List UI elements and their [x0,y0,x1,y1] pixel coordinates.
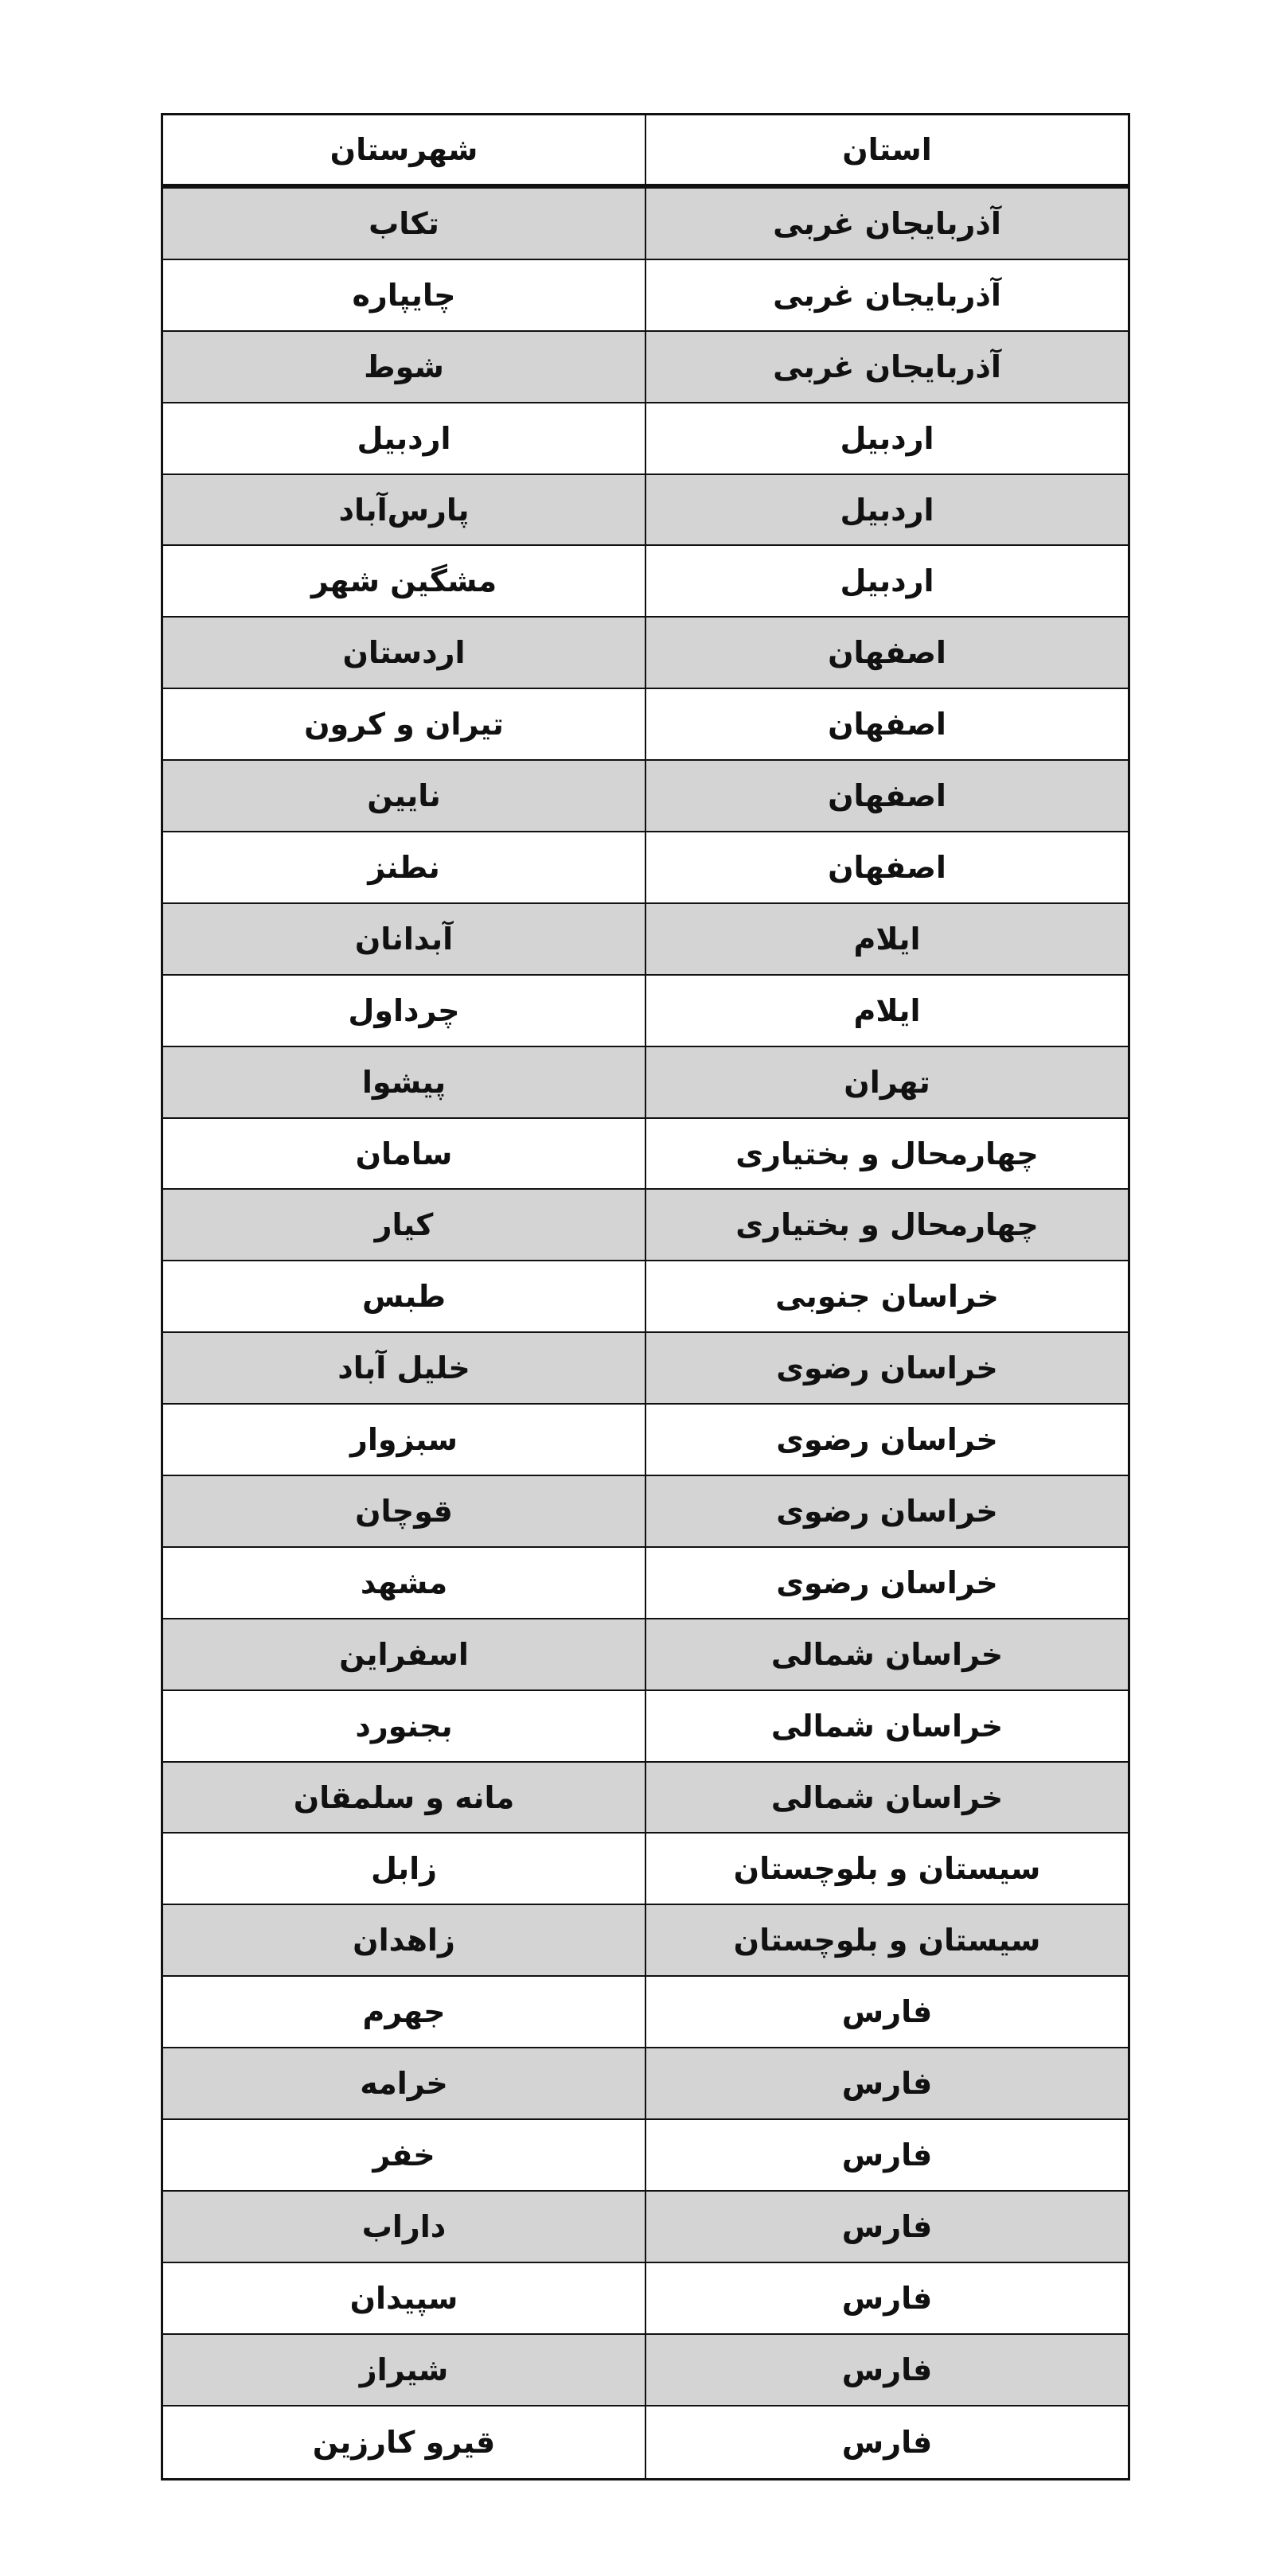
city-cell: قوچان [355,1493,453,1529]
province-cell: اصفهان [645,689,1128,759]
table-row [163,1405,1128,1476]
table-row [163,189,1128,260]
city-cell: جهرم [362,1994,446,2030]
table-row [163,2335,1128,2406]
table-row [163,1119,1128,1191]
province-cell: ایلام [645,904,1128,974]
table-row [163,832,1128,904]
province-cell: آذربایجان غربی [645,189,1128,259]
city-cell: شیراز [359,2352,449,2387]
table-row [163,1333,1128,1405]
table-row [163,1190,1128,1261]
province-cell: خراسان جنوبی [645,1261,1128,1331]
province-cell: خراسان رضوی [645,1405,1128,1475]
table-row [163,332,1128,403]
table-row [163,2192,1128,2263]
province-cell: فارس [645,2263,1128,2333]
province-cell: سیستان و بلوچستان [645,1905,1128,1975]
province-cell: اردبیل [645,403,1128,474]
city-cell: تکاب [369,205,439,241]
province-cell: خراسان رضوی [645,1333,1128,1403]
city-cell: چرداول [348,992,460,1028]
city-cell: مشگین شهر [310,563,497,599]
table-row [163,2120,1128,2192]
table-row [163,1261,1128,1333]
city-cell: سبزوار [349,1422,458,1458]
city-cell: اردبیل [357,420,451,456]
province-cell: فارس [645,2120,1128,2190]
table-row [163,403,1128,475]
province-cell: فارس [645,2192,1128,2262]
table-row [163,1977,1128,2048]
table-row [163,1548,1128,1619]
province-cell: خراسان رضوی [645,1548,1128,1618]
city-cell: قیرو کارزین [312,2424,496,2460]
table-row [163,1476,1128,1548]
table-row [163,2263,1128,2335]
city-cell: مانه و سلمقان [293,1779,515,1815]
header-province: استان [645,115,1128,184]
city-cell: آبدانان [354,921,454,957]
province-cell: چهارمحال و بختیاری [645,1190,1128,1260]
city-cell: نایین [367,778,441,814]
province-cell: فارس [645,2335,1128,2405]
city-cell: خرامه [360,2066,448,2102]
city-cell: مشهد [360,1565,448,1600]
table-row [163,2048,1128,2120]
province-cell: اردبیل [645,546,1128,616]
city-cell: کیار [374,1207,434,1243]
table-row [163,260,1128,332]
province-cell: چهارمحال و بختیاری [645,1119,1128,1189]
table-row [163,1691,1128,1763]
province-cell: فارس [645,2406,1128,2478]
city-cell: خلیل آباد [337,1350,470,1386]
table-row [163,1619,1128,1691]
city-cell: تیران و کرون [304,707,504,742]
city-cell: سامان [355,1136,453,1171]
province-cell: سیستان و بلوچستان [645,1834,1128,1904]
table-row [163,904,1128,976]
province-cell: اصفهان [645,761,1128,831]
city-cell: اسفراین [339,1636,469,1672]
table-row [163,546,1128,618]
province-cell: خراسان شمالی [645,1619,1128,1689]
table-row [163,1905,1128,1977]
province-cell: اصفهان [645,618,1128,688]
table-row [163,1834,1128,1905]
province-city-table [161,113,1130,2481]
table-row [163,1763,1128,1834]
province-cell: خراسان شمالی [645,1763,1128,1833]
city-cell: بجنورد [355,1708,453,1744]
city-cell: نطنز [368,849,440,885]
table-row [163,475,1128,547]
table-row [163,1047,1128,1119]
province-cell: تهران [645,1047,1128,1117]
city-cell: اردستان [342,635,466,671]
table-row [163,689,1128,761]
city-cell: داراب [361,2208,447,2244]
province-cell: اصفهان [645,832,1128,902]
province-cell: فارس [645,2048,1128,2118]
city-cell: شوط [364,349,444,384]
city-cell: زاهدان [353,1923,455,1958]
table-row [163,761,1128,832]
city-cell: پارس‌آباد [338,492,470,528]
table-header-row [163,115,1128,189]
table-row [163,618,1128,689]
province-cell: اردبیل [645,475,1128,545]
province-cell: آذربایجان غربی [645,260,1128,330]
city-cell: زابل [370,1851,438,1887]
province-cell: ایلام [645,976,1128,1046]
city-cell: چایپاره [352,277,456,313]
province-cell: خراسان شمالی [645,1691,1128,1761]
table-row [163,976,1128,1047]
province-cell: آذربایجان غربی [645,332,1128,402]
city-cell: خفر [372,2137,435,2173]
table-row [163,2406,1128,2478]
header-city: شهرستان [330,132,478,167]
province-cell: خراسان رضوی [645,1476,1128,1546]
city-cell: سپیدان [349,2280,458,2316]
table-body [163,189,1128,2478]
city-cell: طبس [361,1279,447,1315]
province-cell: فارس [645,1977,1128,2047]
city-cell: پیشوا [361,1064,447,1100]
